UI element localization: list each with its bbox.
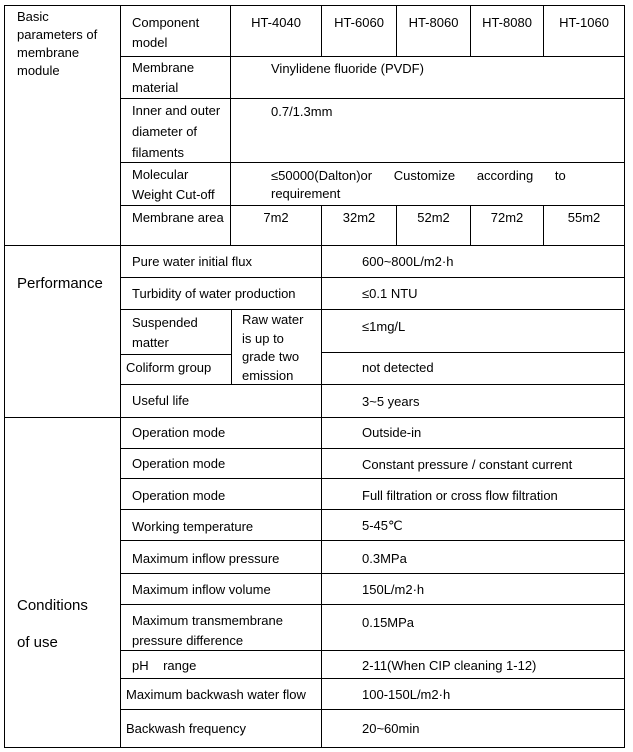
condition-value: Full filtration or cross flow filtration xyxy=(362,488,558,503)
condition-label: Operation mode xyxy=(132,456,226,471)
pure-flux-value: 600~800L/m2·h xyxy=(362,254,454,269)
condition-value: 2-11(When CIP cleaning 1-12) xyxy=(362,658,537,673)
model-cell: HT-6060 xyxy=(334,15,384,30)
raw-water-note: Raw water is up to grade two emission xyxy=(242,312,304,383)
mwco-value-line2: requirement xyxy=(271,186,341,201)
condition-value: 100-150L/m2·h xyxy=(362,687,451,702)
model-cell: HT-1060 xyxy=(559,15,609,30)
area-label: Membrane area xyxy=(132,210,224,225)
condition-value: 0.15MPa xyxy=(362,615,415,630)
condition-label: pH range xyxy=(132,658,197,673)
condition-label: Working temperature xyxy=(132,519,254,534)
useful-life-label: Useful life xyxy=(132,393,190,408)
area-cell: 55m2 xyxy=(567,210,601,225)
pure-flux-label: Pure water initial flux xyxy=(132,254,252,269)
condition-value: 150L/m2·h xyxy=(362,582,425,597)
mwco-value-line1: ≤50000(Dalton)or Customize according to xyxy=(271,168,566,183)
condition-value: 20~60min xyxy=(362,721,420,736)
condition-label: Operation mode xyxy=(132,425,226,440)
material-label: Membrane material xyxy=(132,60,195,95)
turbidity-label: Turbidity of water production xyxy=(132,286,296,301)
component-model-label: Component model xyxy=(132,15,200,50)
model-cell: HT-4040 xyxy=(251,15,301,30)
section-conditions-line1: Conditions xyxy=(17,597,88,614)
turbidity-value: ≤0.1 NTU xyxy=(362,286,418,301)
condition-label: Maximum inflow pressure xyxy=(132,551,280,566)
useful-life-value: 3~5 years xyxy=(362,394,420,409)
condition-label: Backwash frequency xyxy=(126,721,246,736)
coliform-label: Coliform group xyxy=(126,360,212,375)
diameter-value: 0.7/1.3mm xyxy=(271,104,333,119)
area-cell: 52m2 xyxy=(417,210,450,225)
condition-label: Operation mode xyxy=(132,488,226,503)
condition-value: 0.3MPa xyxy=(362,551,407,566)
model-cell: HT-8060 xyxy=(408,15,459,30)
model-cell: HT-8080 xyxy=(482,15,532,30)
section-conditions-line2: of use xyxy=(17,634,58,651)
condition-label: Maximum inflow volume xyxy=(132,582,271,597)
area-cell: 72m2 xyxy=(490,210,524,225)
coliform-value: not detected xyxy=(362,360,434,375)
condition-value: Outside-in xyxy=(362,425,422,440)
suspended-value: ≤1mg/L xyxy=(362,319,406,334)
area-cell: 32m2 xyxy=(342,210,376,225)
diameter-label: Inner and outer diameter of filaments xyxy=(132,103,221,160)
area-cell: 7m2 xyxy=(263,210,289,225)
condition-value: Constant pressure / constant current xyxy=(362,457,573,472)
suspended-label: Suspended matter xyxy=(132,315,198,350)
mwco-label: Molecular Weight Cut-off xyxy=(132,167,215,202)
condition-label: Maximum transmembrane pressure difference xyxy=(132,613,283,648)
material-value: Vinylidene fluoride (PVDF) xyxy=(271,61,424,76)
section-basic-parameters: Basic parameters of membrane module xyxy=(17,9,98,78)
section-performance: Performance xyxy=(17,275,103,292)
condition-value: 5-45℃ xyxy=(362,518,403,533)
condition-label: Maximum backwash water flow xyxy=(126,687,306,702)
